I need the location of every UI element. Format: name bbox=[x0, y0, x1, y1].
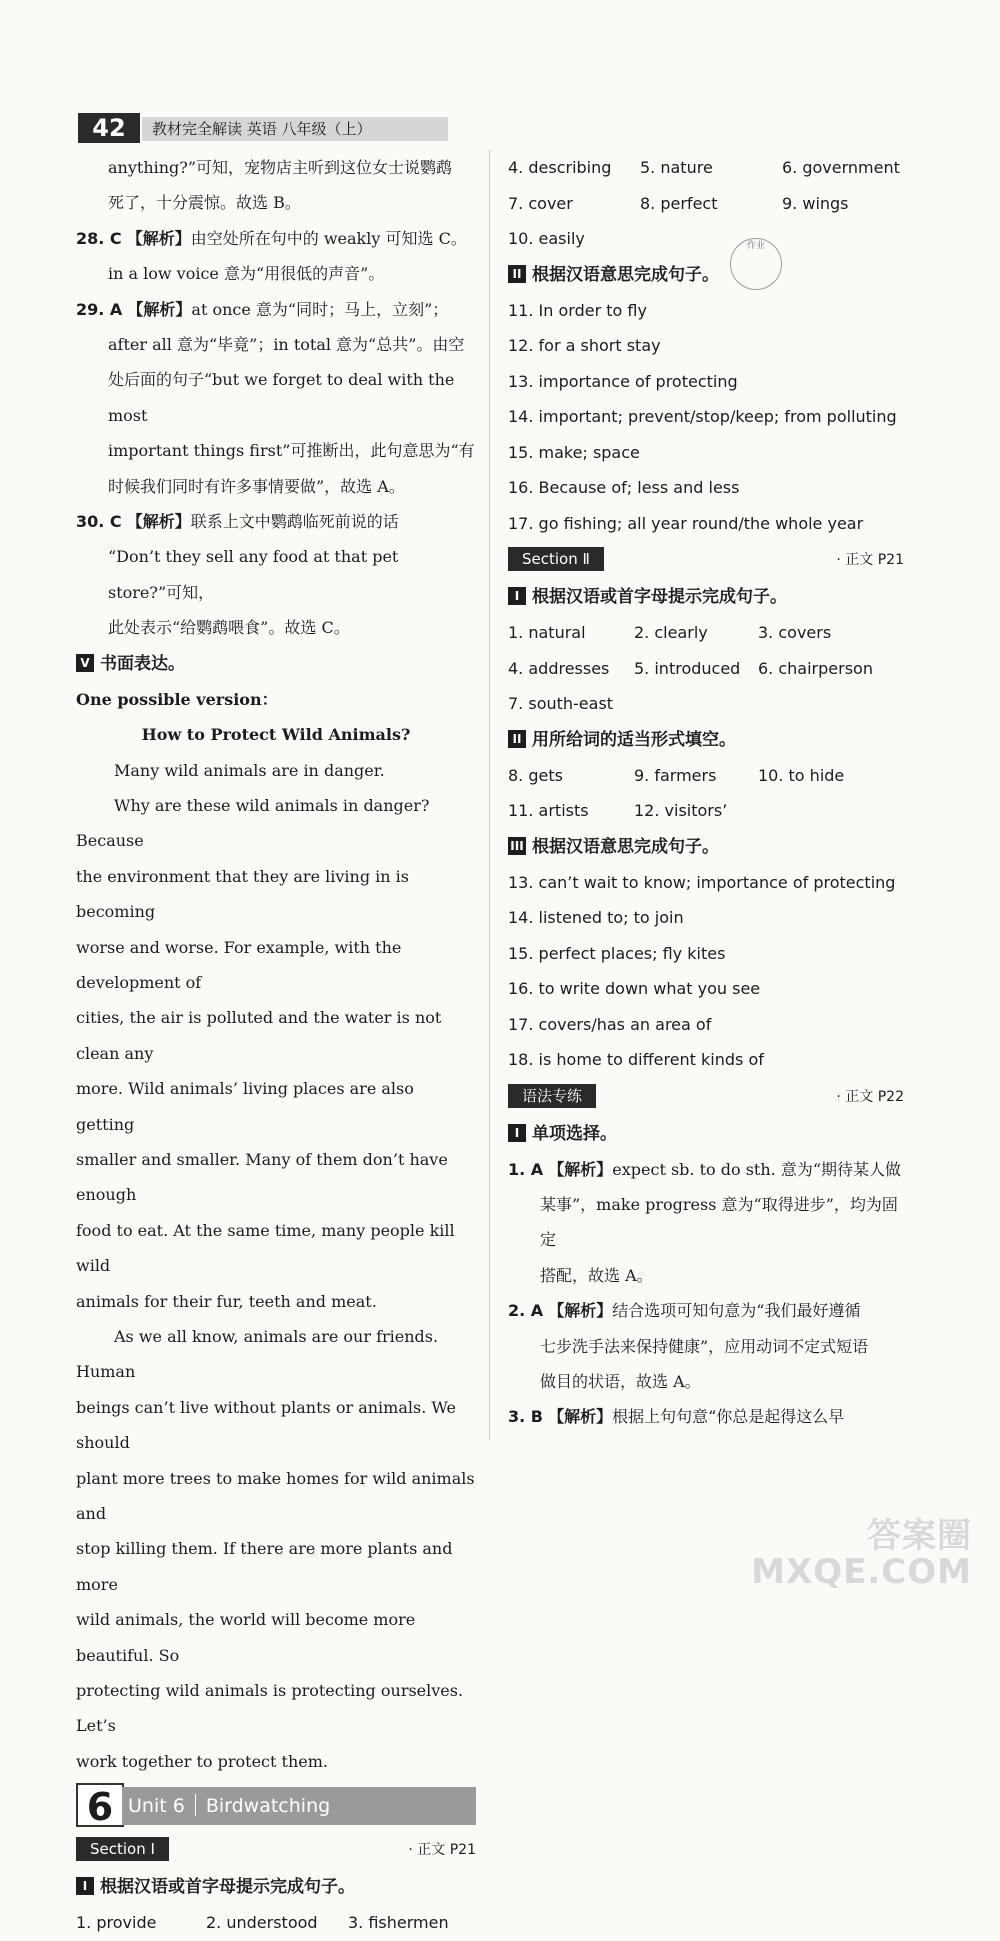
essay-line: protecting wild animals is protecting ourselves. Let’s bbox=[76, 1681, 464, 1736]
section-bar bbox=[76, 1837, 476, 1863]
section-label: Section Ⅱ bbox=[508, 547, 604, 571]
page-header bbox=[78, 113, 450, 143]
answer: 17. go fishing; all year round/the whole year bbox=[508, 513, 864, 533]
text-line: 时候我们同时有许多事情要做”，故选 A。 bbox=[108, 476, 405, 496]
essay-line: Why are these wild animals in danger? Because bbox=[76, 795, 430, 851]
answer-row bbox=[508, 186, 904, 222]
watermark bbox=[751, 1518, 972, 1590]
answer-row bbox=[508, 793, 904, 829]
analysis-tag: 【解析】 bbox=[548, 1301, 613, 1321]
analysis-tag: 【解析】 bbox=[126, 228, 191, 248]
essay-line: the environment that they are living in is becoming bbox=[76, 866, 409, 922]
page-reference: · 正文 P21 bbox=[408, 1842, 476, 1859]
answer: 16. Because of; less and less bbox=[508, 478, 740, 497]
text-line: 搭配，故选 A。 bbox=[540, 1265, 653, 1285]
answer-30 bbox=[76, 504, 476, 539]
answer: 17. covers/has an area of bbox=[508, 1014, 712, 1034]
answer: 4. describing bbox=[508, 158, 612, 177]
essay-line: animals for their fur, teeth and meat. bbox=[76, 1291, 377, 1311]
text-line: 某事”，make progress 意为“取得进步”，均为固定 bbox=[540, 1194, 898, 1250]
unit-label: Unit 6 bbox=[128, 1795, 185, 1818]
essay-line: As we all know, animals are our friends. Human bbox=[76, 1327, 439, 1382]
answer: 13. can’t wait to know; importance of protecting bbox=[508, 872, 896, 892]
answer-number: 30. C bbox=[76, 512, 122, 532]
essay-line: cities, the air is polluted and the water is not clean any bbox=[76, 1008, 442, 1063]
book-title: 教材完全解读 英语 八年级（上） bbox=[142, 117, 448, 141]
answer: 10. to hide bbox=[758, 765, 845, 785]
answer-29 bbox=[76, 292, 476, 327]
watermark-url: MXQE.COM bbox=[751, 1552, 972, 1592]
essay-line: smaller and smaller. Many of them don’t have enough bbox=[76, 1149, 448, 1205]
answer: 6. government bbox=[782, 158, 900, 177]
essay-line: plant more trees to make homes for wild animals and bbox=[76, 1468, 475, 1524]
section-heading: I 根据汉语或首字母提示完成句子。 bbox=[76, 1869, 476, 1905]
answer: 5. nature bbox=[640, 158, 713, 177]
answer-row bbox=[508, 758, 904, 794]
answer: 7. cover bbox=[508, 193, 573, 213]
text-line: 七步洗手法来保持健康”，应用动词不定式短语 bbox=[540, 1336, 869, 1356]
answer: 10. easily bbox=[508, 229, 585, 248]
unit-title-bar bbox=[122, 1787, 476, 1825]
answer-number: 28. C bbox=[76, 228, 122, 248]
roman-numeral: II bbox=[508, 265, 526, 283]
answer: 3. fishermen bbox=[348, 1913, 449, 1933]
section-heading: III 根据汉语意思完成句子。 bbox=[508, 829, 904, 865]
right-column bbox=[508, 150, 904, 1435]
text-line: 做目的状语，故选 A。 bbox=[540, 1371, 701, 1391]
page-number: 42 bbox=[78, 113, 140, 143]
answer-number: 29. A bbox=[76, 299, 123, 319]
answer: 6. chairperson bbox=[758, 658, 873, 678]
analysis-tag: 【解析】 bbox=[126, 512, 191, 532]
section-label: Section Ⅰ bbox=[76, 1837, 169, 1861]
grammar-answer-3: 3. B 【解析】根据上句句意“你总是起得这么早 bbox=[508, 1407, 845, 1427]
grammar-answer-2: 2. A 【解析】结合选项可知句意为“我们最好遵循 bbox=[508, 1301, 861, 1321]
answer: 2. understood bbox=[206, 1913, 318, 1933]
roman-numeral: I bbox=[508, 1124, 526, 1142]
unit-number: 6 bbox=[76, 1783, 124, 1827]
essay-line: beings can’t live without plants or animals. We should bbox=[76, 1397, 456, 1453]
analysis-tag: 【解析】 bbox=[127, 299, 192, 319]
answer: 13. importance of protecting bbox=[508, 371, 738, 391]
answer: 14. important; prevent/stop/keep; from polluting bbox=[508, 407, 897, 426]
text-line: at once 意为“同时；马上，立刻”； bbox=[191, 299, 449, 319]
answer: 9. wings bbox=[782, 193, 849, 213]
section-label: 语法专练 bbox=[508, 1084, 596, 1108]
column-divider bbox=[489, 150, 490, 1440]
roman-numeral: I bbox=[76, 1877, 94, 1895]
essay-line: more. Wild animals’ living places are also getting bbox=[76, 1079, 414, 1134]
essay-title: How to Protect Wild Animals? bbox=[141, 725, 411, 745]
answer: 15. perfect places; fly kites bbox=[508, 943, 726, 963]
text-line: 联系上文中鹦鹉临死前说的话 bbox=[190, 512, 399, 532]
answer: 11. In order to fly bbox=[508, 300, 647, 320]
answer: 12. for a short stay bbox=[508, 336, 661, 355]
unit-banner bbox=[76, 1783, 476, 1829]
roman-numeral: III bbox=[508, 837, 526, 855]
answer-row bbox=[508, 150, 904, 186]
answer: 15. make; space bbox=[508, 442, 640, 462]
text-line: in a low voice 意为“用很低的声音”。 bbox=[108, 264, 385, 284]
answer: 5. introduced bbox=[634, 658, 741, 678]
grammar-answer-1: 1. A 【解析】expect sb. to do sth. 意为“期待某人做 bbox=[508, 1159, 901, 1179]
section-heading: II 根据汉语意思完成句子。 bbox=[508, 257, 904, 293]
left-column bbox=[76, 150, 476, 1941]
answer-row bbox=[508, 651, 904, 687]
section-heading: I 单项选择。 bbox=[508, 1116, 904, 1152]
answer: 8. perfect bbox=[640, 193, 718, 213]
answer: 11. artists bbox=[508, 801, 589, 820]
roman-numeral: II bbox=[508, 730, 526, 748]
text-line: 由空处所在句中的 weakly 可知选 C。 bbox=[190, 228, 467, 248]
essay-line: Many wild animals are in danger. bbox=[114, 760, 385, 780]
text-line: 死了，十分震惊。故选 B。 bbox=[108, 193, 301, 213]
essay-line: wild animals, the world will become more beautiful. So bbox=[76, 1610, 416, 1665]
roman-numeral: V bbox=[76, 654, 94, 672]
version-label: One possible version： bbox=[76, 689, 278, 709]
answer: 12. visitors’ bbox=[634, 801, 728, 820]
analysis-tag: 【解析】 bbox=[548, 1407, 613, 1427]
answer: 2. clearly bbox=[634, 623, 708, 642]
unit-title: Birdwatching bbox=[205, 1795, 331, 1818]
section-heading: V 书面表达。 bbox=[76, 646, 476, 682]
answer: 1. natural bbox=[508, 623, 586, 642]
answer-number: 1. A bbox=[508, 1159, 544, 1179]
answer: 9. farmers bbox=[634, 765, 717, 785]
answer-28 bbox=[76, 221, 476, 256]
essay-line: stop killing them. If there are more plants and more bbox=[76, 1539, 453, 1594]
text-line: important things first”可推断出，此句意思为“有 bbox=[108, 441, 475, 461]
section-heading: I 根据汉语或首字母提示完成句子。 bbox=[508, 579, 904, 615]
answer: 7. south-east bbox=[508, 694, 614, 713]
answer: 14. listened to; to join bbox=[508, 908, 684, 927]
answer-row bbox=[508, 615, 904, 651]
answer: 1. provide bbox=[76, 1913, 157, 1933]
essay-line: work together to protect them. bbox=[76, 1751, 328, 1771]
homework-stamp: 作业 bbox=[730, 238, 782, 290]
answer: 16. to write down what you see bbox=[508, 979, 761, 998]
answer-number: 3. B bbox=[508, 1407, 543, 1427]
text-line: after all 意为“毕竟”；in total 意为“总共”。由空 bbox=[108, 335, 465, 355]
answer: 3. covers bbox=[758, 623, 832, 642]
text-line: anything?”可知，宠物店主听到这位女士说鹦鹉 bbox=[108, 158, 453, 177]
analysis-tag: 【解析】 bbox=[548, 1159, 613, 1179]
text-line: 处后面的句子“but we forget to deal with the most bbox=[108, 370, 455, 425]
text-line: “Don’t they sell any food at that pet store?”可知， bbox=[108, 547, 399, 602]
page-reference: · 正文 P21 bbox=[836, 552, 904, 568]
answer: 18. is home to different kinds of bbox=[508, 1050, 764, 1069]
page-reference: · 正文 P22 bbox=[836, 1088, 904, 1105]
watermark-logo-text: 答案圈 bbox=[867, 1516, 972, 1556]
roman-numeral: I bbox=[508, 587, 526, 605]
essay-line: food to eat. At the same time, many people kill wild bbox=[76, 1220, 455, 1276]
section-bar bbox=[508, 1084, 904, 1110]
section-heading: II 用所给词的适当形式填空。 bbox=[508, 722, 904, 758]
answer: 4. addresses bbox=[508, 658, 610, 678]
answer-number: 2. A bbox=[508, 1301, 544, 1321]
essay-line: worse and worse. For example, with the development of bbox=[76, 937, 402, 992]
answer: 8. gets bbox=[508, 765, 563, 785]
section-bar bbox=[508, 547, 904, 573]
answer-row bbox=[76, 1905, 476, 1941]
text-line: 此处表示“给鹦鹉喂食”。故选 C。 bbox=[108, 618, 350, 638]
